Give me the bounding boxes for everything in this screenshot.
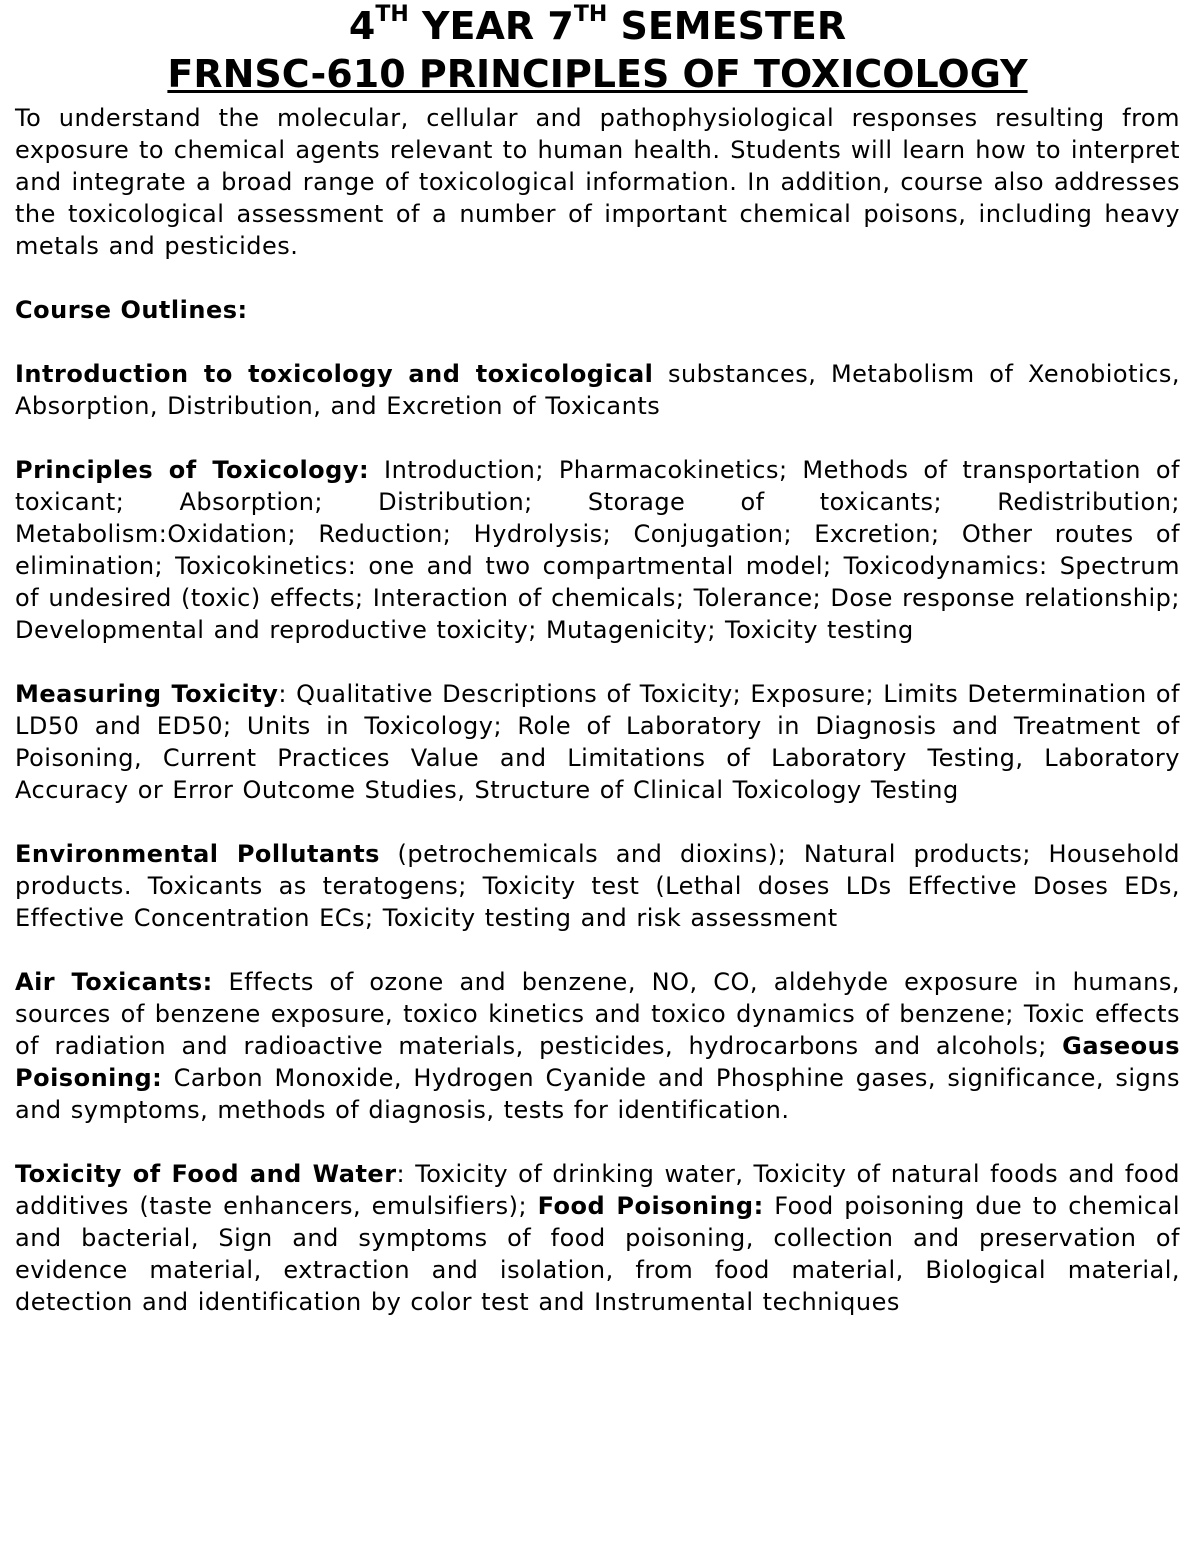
section-measuring-toxicity: [15, 678, 1180, 806]
section-heading: Environmental Pollutants: [15, 840, 380, 868]
course-title: FRNSC-610 PRINCIPLES OF TOXICOLOGY: [167, 52, 1028, 96]
year-number: 4: [348, 4, 376, 48]
section-text: : Toxicity of drinking water, Toxicity of natural foods and food additives (taste enhancers, emulsifiers);: [15, 1160, 1180, 1220]
subsection-heading: Gaseous Poisoning:: [15, 1032, 1180, 1092]
year-label: YEAR 7: [408, 4, 574, 48]
section-text: Effects of ozone and benzene, NO, CO, aldehyde exposure in humans, sources of benzene exposure, toxico kinetics and toxico dynamics of benzene; Toxic effects of radiation and radioactive materials, pesticides, hydrocarbons and alcohols;: [15, 968, 1180, 1060]
section-heading: Air Toxicants:: [15, 968, 213, 996]
subsection-text: Food poisoning due to chemical and bacterial, Sign and symptoms of food poisoning, collection and preservation of evidence material, extraction and isolation, from food material, Biological material, detection and identification by color test and Instrumental techniques: [15, 1192, 1180, 1316]
section-heading: Measuring Toxicity: [15, 680, 279, 708]
semester-suffix: TH: [573, 2, 608, 28]
section-principles: [15, 454, 1180, 646]
semester-title: [15, 4, 1180, 48]
semester-label: SEMESTER: [607, 4, 847, 48]
section-text: (petrochemicals and dioxins); Natural products; Household products. Toxicants as teratogens; Toxicity test (Lethal doses LDs Effective Doses EDs, Effective Concentration ECs; Toxicity testing and risk assessment: [15, 840, 1181, 932]
subsection-heading: Food Poisoning:: [537, 1192, 764, 1220]
subsection-text: Carbon Monoxide, Hydrogen Cyanide and Phosphine gases, significance, signs and symptoms, methods of diagnosis, tests for identification.: [15, 1064, 1180, 1124]
section-heading: Principles of Toxicology:: [15, 456, 370, 484]
section-food-and-water: [15, 1158, 1180, 1318]
section-text: : Qualitative Descriptions of Toxicity; Exposure; Limits Determination of LD50 and ED50; Units in Toxicology; Role of Laboratory in Diagnosis and Treatment of Poisoning, Current Practices Value and Limitations of Laboratory Testing, Laboratory Accuracy or Error Outcome Studies, Structure of Clinical Toxicology Testing: [15, 680, 1181, 804]
section-environmental-pollutants: [15, 838, 1180, 934]
year-suffix: TH: [375, 2, 409, 28]
section-introduction: [15, 358, 1180, 422]
section-heading: Introduction to toxicology and toxicological: [15, 360, 654, 388]
course-description: To understand the molecular, cellular and pathophysiological responses resulting from exposure to chemical agents relevant to human health. Students will learn how to interpret and integrate a broad range of toxicological information. In addition, course also addresses the toxicological assessment of a number of important chemical poisons, including heavy metals and pesticides.: [15, 104, 1180, 260]
course-outlines-heading: Course Outlines:: [15, 296, 248, 324]
section-air-toxicants: [15, 966, 1180, 1126]
document-page: [0, 4, 1200, 1557]
section-text: Introduction; Pharmacokinetics; Methods of transportation of toxicant; Absorption; Distribution; Storage of toxicants; Redistribution; Metabolism:Oxidation; Reduction; Hydrolysis; Conjugation; Excretion; Other routes of elimination; Toxicokinetics: one and two compartmental model; Toxicodynamics: Spectrum of undesired (toxic) effects; Interaction of chemicals; Tolerance; Dose response relationship; Developmental and reproductive toxicity; Mutagenicity; Toxicity testing: [15, 456, 1181, 644]
section-heading: Toxicity of Food and Water: [15, 1160, 397, 1188]
section-text: substances, Metabolism of Xenobiotics, Absorption, Distribution, and Excretion of Toxicants: [15, 360, 1181, 420]
